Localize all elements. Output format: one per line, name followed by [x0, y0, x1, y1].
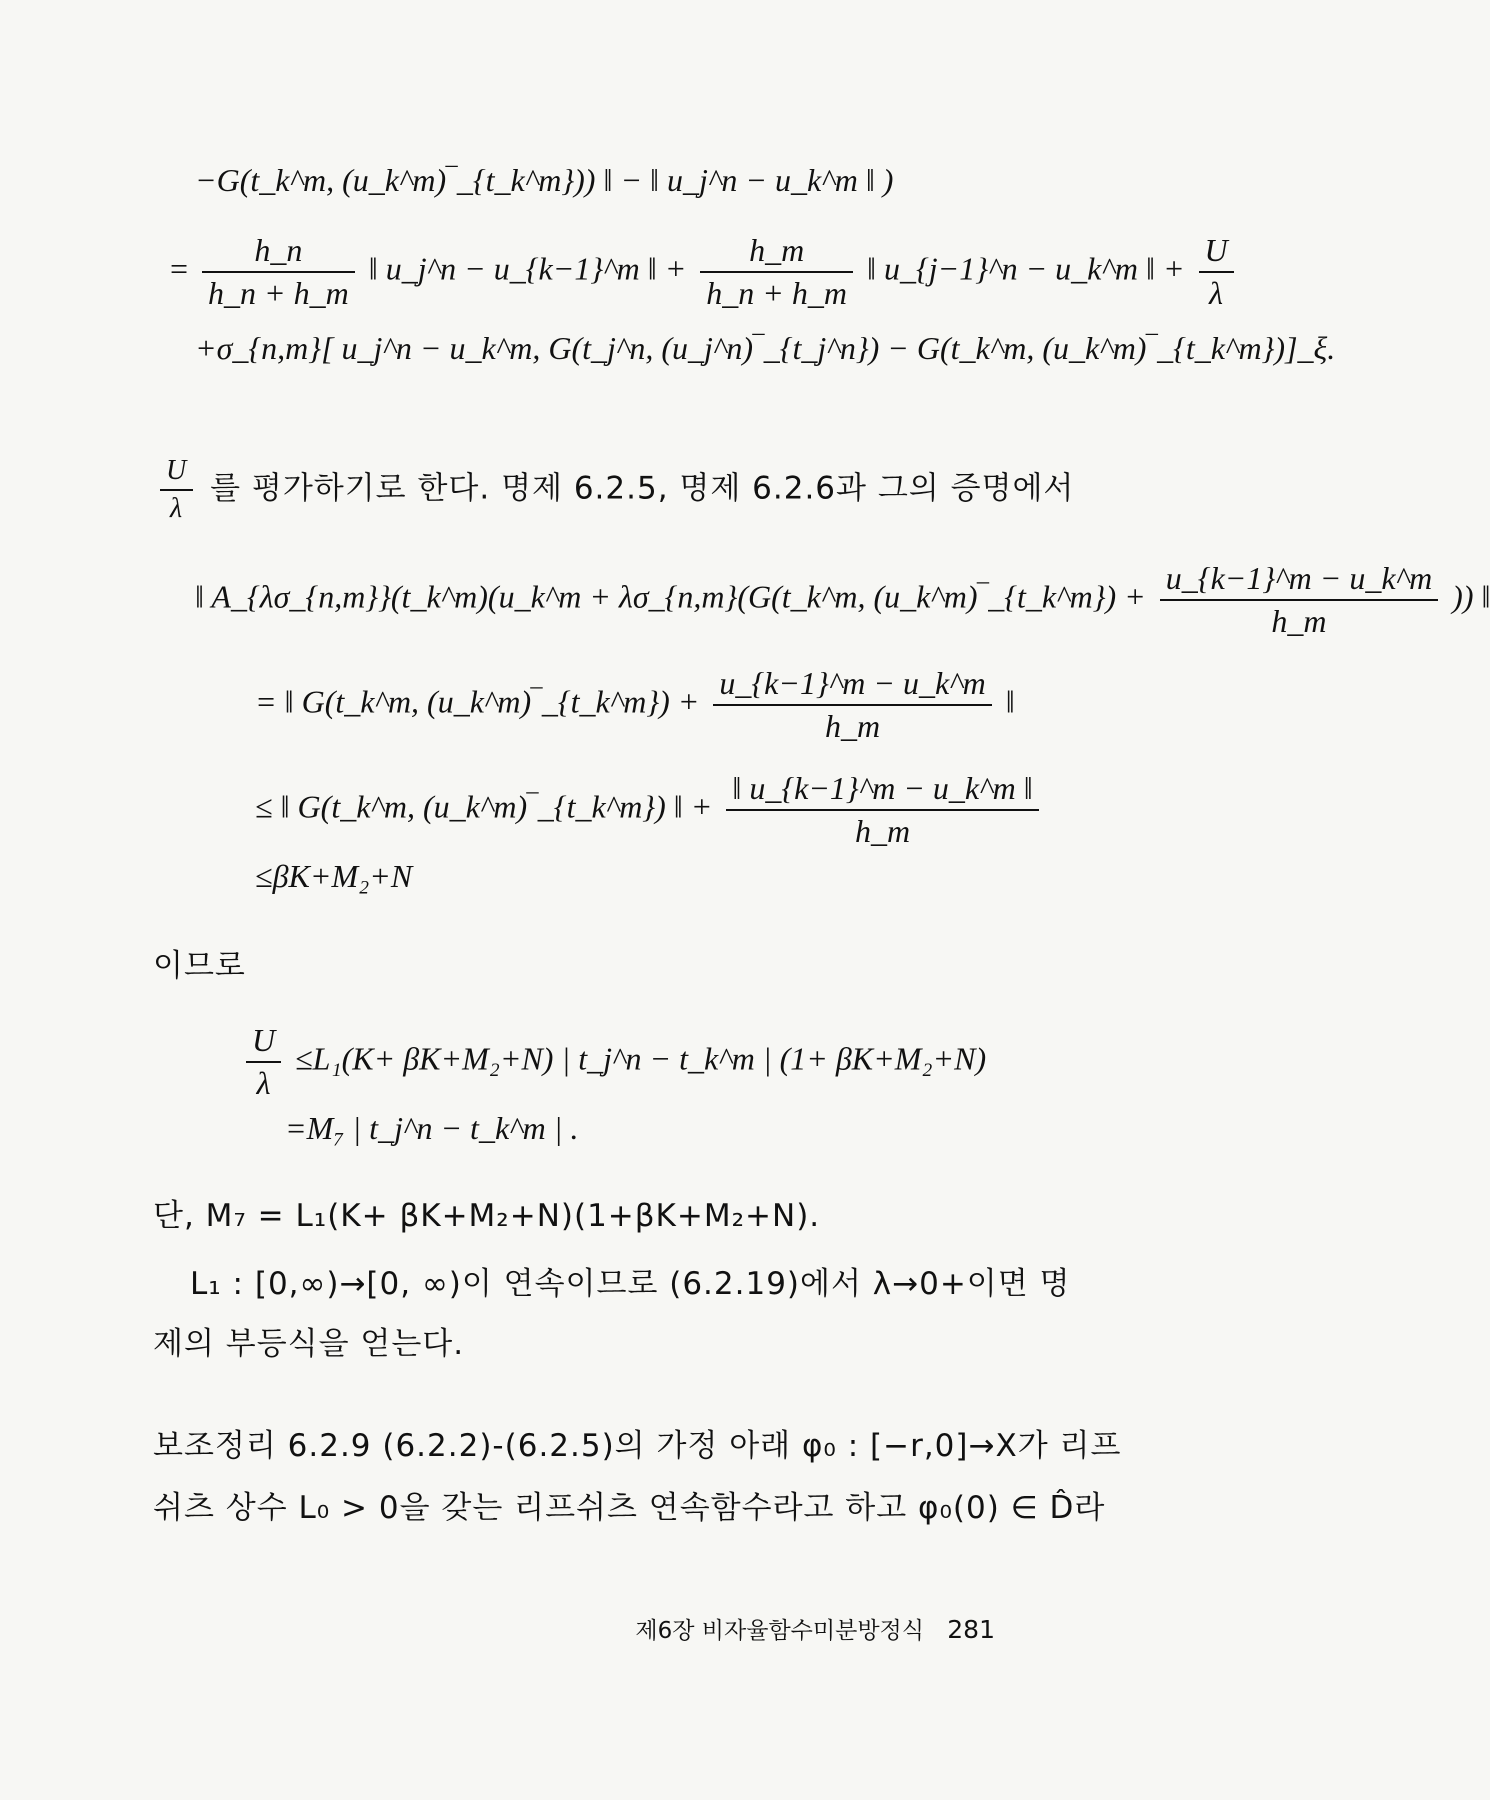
eq2-line4: ≤βK+M₂+N	[255, 858, 413, 894]
eq2-line3: ≤ ‖ G(t_k^m, (u_k^m)‾_{t_k^m}) ‖ + $\frac{‖ u\_\{k-1\}\^{}m - u\_k\^{}m ‖}{h\_m}$	[255, 770, 1045, 850]
fraction: $\frac{‖ u\_\{k-1\}\^{}m - u\_k\^{}m ‖}{h\_m}$	[726, 770, 1038, 850]
paragraph-2: 이므로	[153, 948, 246, 984]
fraction: $\frac{h\_m}{h\_n + h\_m}$	[700, 232, 853, 312]
fraction: $\frac{u\_\{k-1\}\^{}m - u\_k\^{}m}{h\_m}$	[713, 665, 991, 745]
eq1-line3: +σ_{n,m}[ u_j^n − u_k^m, G(t_j^n, (u_j^n)‾_{t_j^n}) − G(t_k^m, (u_k^m)‾_{t_k^m})]_ξ.	[195, 330, 1336, 366]
page-footer	[635, 1612, 995, 1645]
fraction: $\frac{U}{\lambda}$	[160, 455, 193, 525]
fraction: $\frac{U}{\lambda}$	[1199, 232, 1234, 312]
paragraph-4-line1: L₁ : [0,∞)→[0, ∞)이 연속이므로 (6.2.19)에서 λ→0+이면 명	[190, 1266, 1071, 1302]
paragraph-3: 단, M₇ = L₁(K+ βK+M₂+N)(1+βK+M₂+N).	[153, 1198, 821, 1234]
chapter-title: 제6장 비자율함수미분방정식	[635, 1618, 924, 1644]
paragraph-1: $\frac{U}{\lambda}$ 를 평가하기로 한다. 명제 6.2.5, 명제 6.2.6과 그의 증명에서	[160, 455, 1074, 525]
lemma-line2: 쉬츠 상수 L₀ > 0을 갖는 리프쉬츠 연속함수라고 하고 φ₀(0) ∈ D̂라	[153, 1490, 1106, 1526]
page-number: 281	[947, 1615, 995, 1644]
paragraph-4-line2: 제의 부등식을 얻는다.	[153, 1326, 465, 1362]
eq1-line1: −G(t_k^m, (u_k^m)‾_{t_k^m})) ‖ − ‖ u_j^n − u_k^m ‖ )	[195, 162, 894, 198]
eq3-line2: =M₇ | t_j^n − t_k^m | .	[285, 1110, 579, 1146]
fraction: $\frac{h\_n}{h\_n + h\_m}$	[202, 232, 355, 312]
lemma-line1: 보조정리 6.2.9 (6.2.2)-(6.2.5)의 가정 아래 φ₀ : [−r,0]→X가 리프	[153, 1428, 1122, 1464]
eq2-line1: ‖ A_{λσ_{n,m}}(t_k^m)(u_k^m + λσ_{n,m}(G(t_k^m, (u_k^m)‾_{t_k^m}) + $\frac{u\_\{k-1\}\^{}m - u\_k\^{}m}{h\_m}$ )) ‖	[195, 560, 1490, 639]
fraction: $\frac{u\_\{k-1\}\^{}m - u\_k\^{}m}{h\_m}$	[1160, 560, 1438, 640]
eq1-line2: = $\frac{h\_n}{h\_n + h\_m}$ ‖ u_j^n − u_{k−1}^m ‖ + $\frac{h\_m}{h\_n + h\_m}$ ‖ u_{j−1}^n − u_k^m ‖ + $\frac{U}{\lambda}$	[170, 232, 1240, 312]
eq2-line2: = ‖ G(t_k^m, (u_k^m)‾_{t_k^m}) + $\frac{u\_\{k-1\}\^{}m - u\_k\^{}m}{h\_m}$ ‖	[255, 665, 1015, 744]
fraction: $\frac{U}{\lambda}$	[246, 1022, 281, 1102]
eq3-line1: $\frac{U}{\lambda}$ ≤L₁(K+ βK+M₂+N) | t_j^n − t_k^m | (1+ βK+M₂+N)	[240, 1022, 986, 1102]
